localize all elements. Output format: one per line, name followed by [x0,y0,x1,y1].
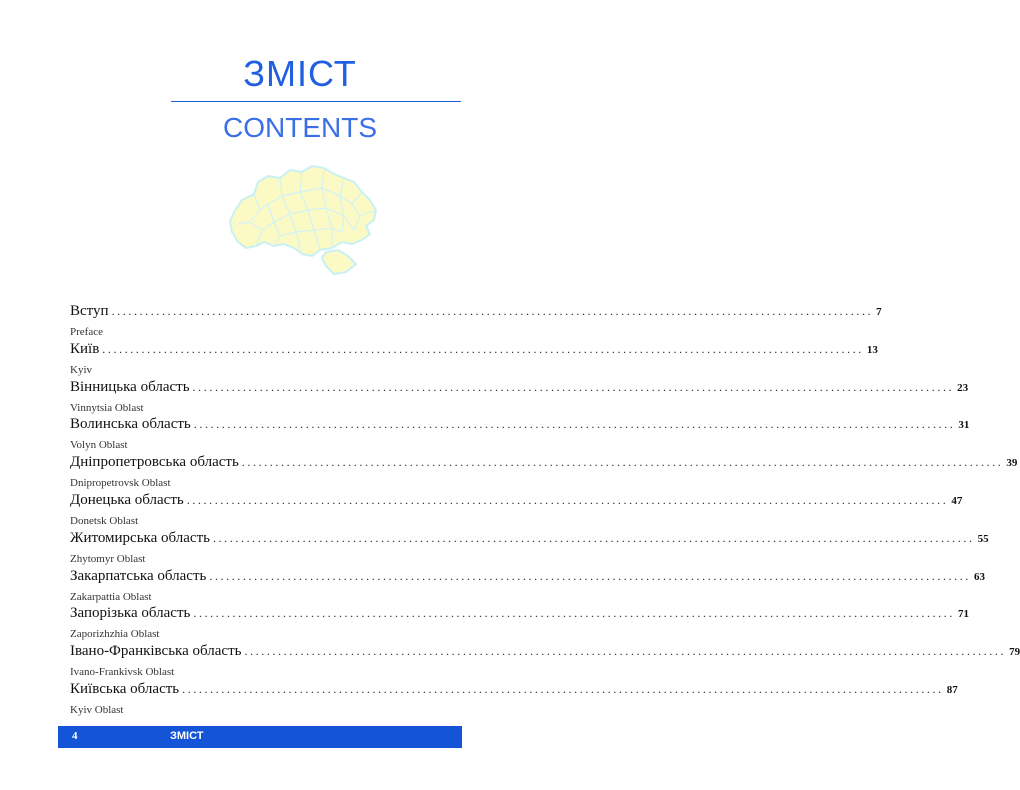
toc-entry-page: 79 [1009,646,1020,659]
toc-entry-subtitle: Ivano-Frankivsk Oblast [70,666,175,679]
toc-entry-subtitle: Preface [70,326,103,338]
toc-entry-title: Івано-Франківська область [70,643,242,660]
toc-entry-title: Закарпатська область [70,567,207,584]
toc-entry-title: Київська область [70,680,180,697]
toc-entry-subtitle: Volyn Oblast [70,439,128,452]
toc-entry-page: 23 [957,381,969,394]
page-title-english: CONTENTS [223,112,377,143]
toc-entry-zhytomyr[interactable] [70,529,989,568]
toc-entry-subtitle: Vinnytsia Oblast [70,401,144,414]
toc-leader-dots: ........................................................................................................................................ [193,606,955,621]
toc-entry-title: Дніпропетровська область [70,454,239,471]
toc-entry-kyiv[interactable] [70,340,878,379]
toc-entry-page: 63 [973,570,985,583]
toc-entry-vinnytsia[interactable] [70,378,969,417]
toc-entry-subtitle: Dnipropetrovsk Oblast [70,477,171,490]
toc-leader-dots: ........................................................................................................................................ [212,530,975,545]
toc-entry-page: 55 [977,532,989,545]
toc-entry-title: Київ [70,340,100,357]
toc-entry-volyn[interactable] [70,416,970,454]
footer-section-label: ЗМІСТ [170,730,204,742]
toc-entry-page: 39 [1006,457,1018,470]
toc-entry-zaporizhzhia[interactable] [70,605,969,643]
toc-leader-dots: ........................................................................................................................................ [193,417,956,432]
footer-page-number: 4 [72,730,78,742]
toc-entry-subtitle: Donetsk Oblast [70,514,139,527]
footer-bar [58,726,462,748]
toc-entry-kyiv-oblast[interactable] [70,680,958,719]
toc-entry-page: 87 [946,683,958,696]
toc-entry-preface[interactable] [70,303,882,341]
toc-entry-subtitle: Zaporizhzhia Oblast [70,628,160,641]
table-of-contents [70,303,1020,719]
ukraine-map-icon [228,160,380,280]
toc-entry-subtitle: Kyiv [70,363,92,376]
toc-leader-dots: ........................................................................................................................................ [186,492,949,507]
toc-entry-title: Донецька область [70,491,184,508]
toc-leader-dots: ........................................................................................................................................ [192,379,955,394]
toc-entry-page: 7 [876,306,882,318]
toc-entry-title: Вступ [70,303,109,319]
toc-leader-dots: ........................................................................................................................................ [209,568,971,583]
toc-leader-dots: ........................................................................................................................................ [111,304,874,318]
toc-entry-page: 13 [866,343,878,356]
toc-entry-page: 31 [958,419,970,432]
toc-entry-subtitle: Zhytomyr Oblast [70,552,146,565]
toc-entry-title: Запорізька область [70,605,191,622]
toc-entry-zakarpattia[interactable] [70,567,985,606]
toc-entry-page: 71 [957,608,969,621]
page-title-ukrainian: ЗМІСТ [243,53,357,94]
toc-entry-subtitle: Kyiv Oblast [70,703,124,716]
toc-leader-dots: ........................................................................................................................................ [244,644,1007,659]
toc-entry-donetsk[interactable] [70,491,963,530]
toc-entry-page: 47 [951,494,963,507]
toc-entry-dnipropetrovsk[interactable] [70,454,1018,492]
toc-entry-title: Волинська область [70,416,191,433]
toc-leader-dots: ........................................................................................................................................ [102,341,864,356]
toc-entry-subtitle: Zakarpattia Oblast [70,590,152,603]
toc-entry-title: Вінницька область [70,378,190,395]
toc-entry-title: Житомирська область [70,529,210,546]
toc-leader-dots: ........................................................................................................................................ [182,681,944,696]
toc-leader-dots: ........................................................................................................................................ [241,455,1004,470]
toc-entry-ivano-frankivsk[interactable] [70,643,1020,681]
title-divider [171,101,461,102]
